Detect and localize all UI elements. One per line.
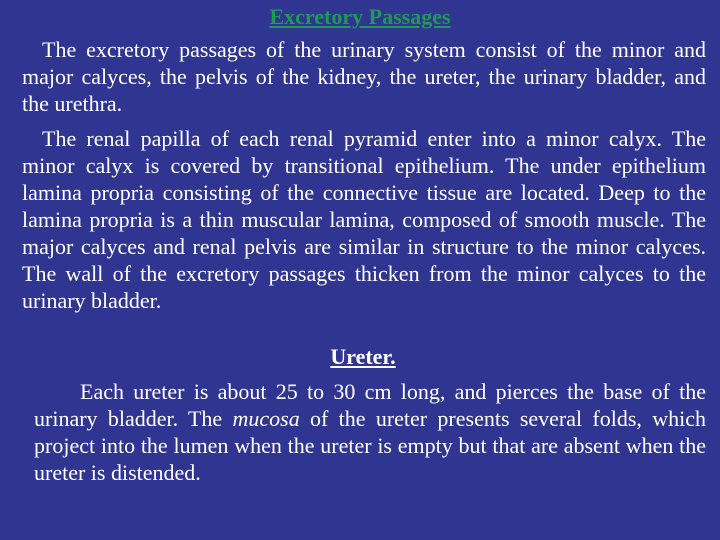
- slide-title: Excretory Passages: [269, 4, 451, 29]
- section-heading-ureter: Ureter.: [330, 344, 396, 369]
- ureter-text-end: of the ureter presents several folds, which project into the lumen when the ureter is empty but that are absent when the ureter is distended.: [34, 406, 706, 485]
- paragraph-ureter: [34, 378, 706, 486]
- mucosa-term: mucosa: [232, 406, 300, 431]
- ureter-text-start: Each ureter is about 25 to 30 cm long, and pierces the base of the urinary bladder. The: [34, 379, 706, 431]
- paragraph-excretory-overview: The excretory passages of the urinary system consist of the minor and major calyces, the pelvis of the kidney, the ureter, the urinary bladder, and the urethra.: [22, 37, 706, 116]
- paragraph-calyces-structure: The renal papilla of each renal pyramid enter into a minor calyx. The minor calyx is covered by transitional epithelium. The under epithelium lamina propria consisting of the connective tissue are located. Deep to the lamina propria is a thin muscular lamina, composed of smooth muscle. The major calyces and renal pelvis are similar in structure to the minor calyces. The wall of the excretory passages thicken from the minor calyces to the urinary bladder.: [22, 126, 706, 313]
